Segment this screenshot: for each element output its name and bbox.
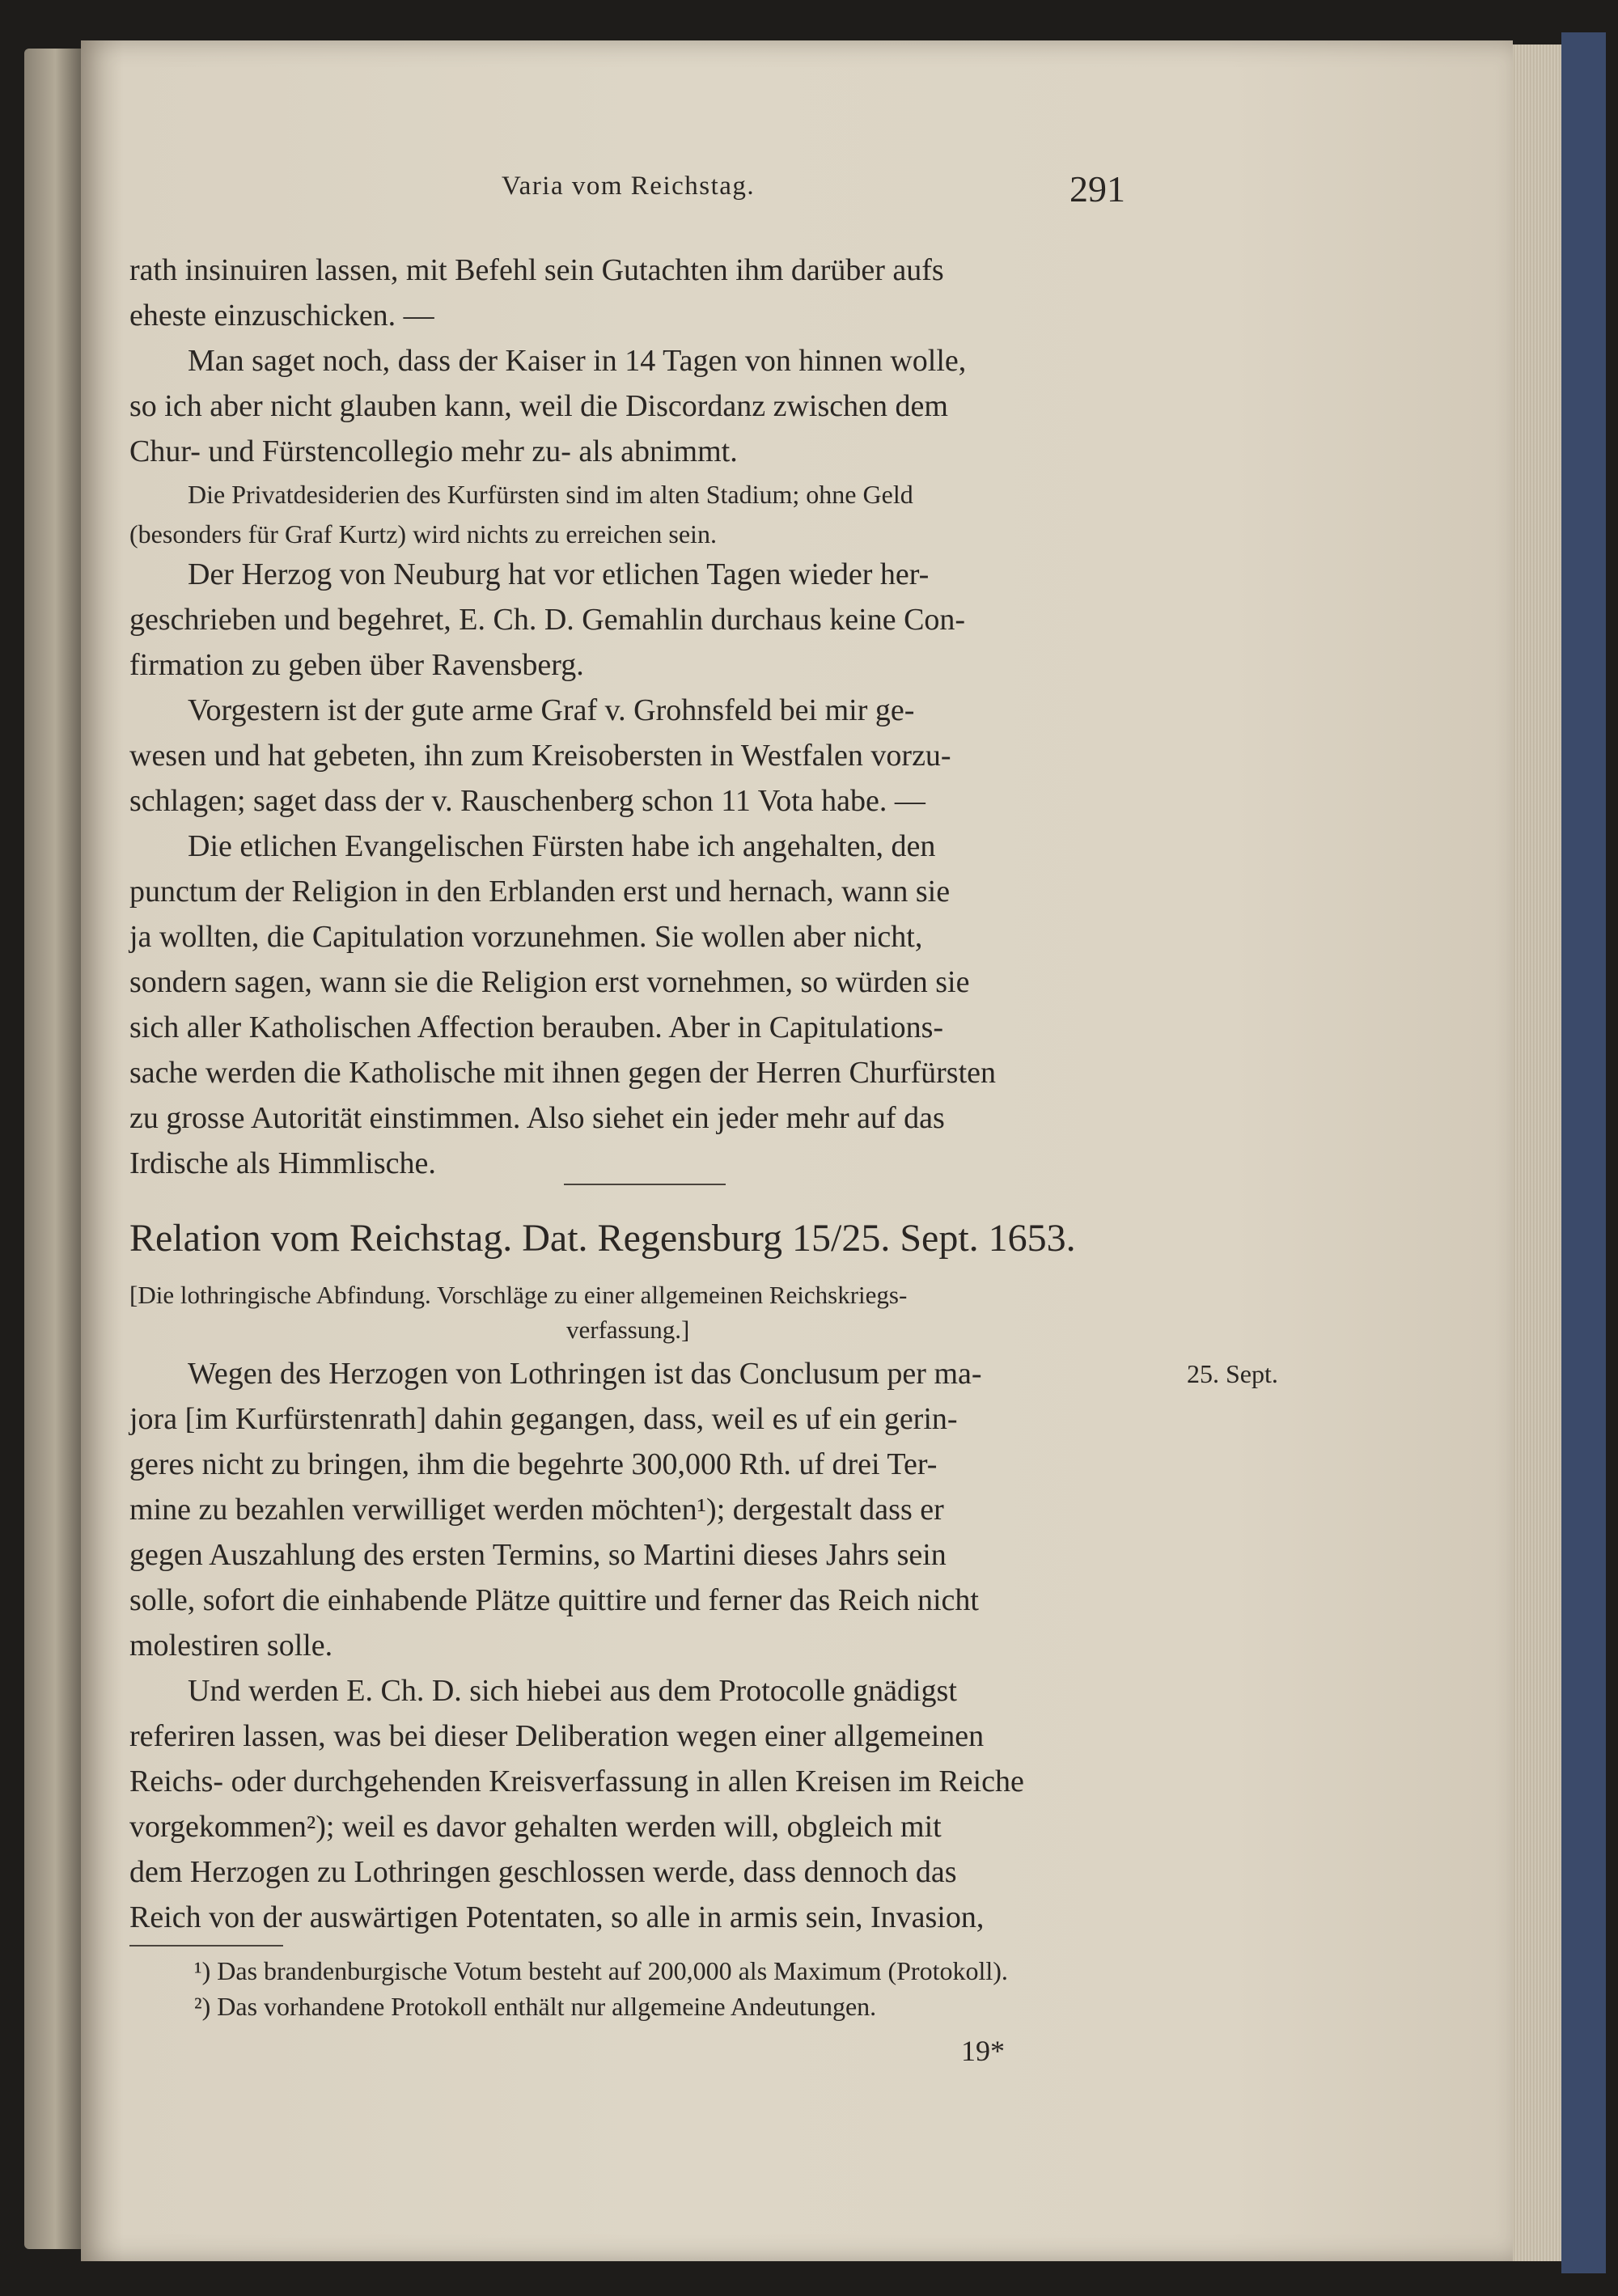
section-divider <box>564 1184 726 1185</box>
body-line: sondern sagen, wann sie die Religion erst vornehmen, so würden sie <box>129 965 970 999</box>
footnote-rule <box>129 1945 283 1947</box>
margin-date-note: 25. Sept. <box>1187 1359 1278 1388</box>
body-line: Wegen des Herzogen von Lothringen ist das Conclusum per ma- <box>188 1357 982 1391</box>
body-line: so ich aber nicht glauben kann, weil die Discordanz zwischen dem <box>129 389 948 423</box>
footnote: ¹) Das brandenburgische Votum besteht auf 200,000 als Maximum (Protokoll). <box>194 1956 1008 1985</box>
body-line: solle, sofort die einhabende Plätze quittire und ferner das Reich nicht <box>129 1583 979 1617</box>
summary-line: Die Privatdesiderien des Kurfürsten sind im alten Stadium; ohne Geld <box>188 480 913 509</box>
body-line: schlagen; saget dass der v. Rauschenberg schon 11 Vota habe. — <box>129 784 925 818</box>
body-line: dem Herzogen zu Lothringen geschlossen werde, dass dennoch das <box>129 1855 957 1889</box>
body-line: zu grosse Autorität einstimmen. Also siehet ein jeder mehr auf das <box>129 1101 945 1135</box>
body-line: jora [im Kurfürstenrath] dahin gegangen, dass, weil es uf ein gerin- <box>129 1402 958 1436</box>
book-cover <box>1561 32 1606 2273</box>
body-line: vorgekommen²); weil es davor gehalten werden will, obgleich mit <box>129 1810 942 1844</box>
body-line: wesen und hat gebeten, ihn zum Kreisobersten in Westfalen vorzu- <box>129 739 951 773</box>
page-number: 291 <box>1069 168 1125 210</box>
footnote: ²) Das vorhandene Protokoll enthält nur allgemeine Andeutungen. <box>194 1992 877 2021</box>
book-page-edges <box>1513 44 1561 2261</box>
body-line: Man saget noch, dass der Kaiser in 14 Tagen von hinnen wolle, <box>188 344 967 378</box>
body-line: eheste einzuschicken. — <box>129 299 434 333</box>
body-line: Reichs- oder durchgehenden Kreisverfassung in allen Kreisen im Reiche <box>129 1764 1024 1798</box>
body-line: referiren lassen, was bei dieser Deliberation wegen einer allgemeinen <box>129 1719 985 1753</box>
left-page-edge <box>24 49 81 2249</box>
body-line: molestiren solle. <box>129 1629 333 1663</box>
body-line: gegen Auszahlung des ersten Termins, so Martini dieses Jahrs sein <box>129 1538 947 1572</box>
body-line: punctum der Religion in den Erblanden erst und hernach, wann sie <box>129 875 951 909</box>
summary-line: (besonders für Graf Kurtz) wird nichts zu erreichen sein. <box>129 519 717 549</box>
body-line: Und werden E. Ch. D. sich hiebei aus dem Protocolle gnädigst <box>188 1674 957 1708</box>
body-line: Die etlichen Evangelischen Fürsten habe ich angehalten, den <box>188 829 936 863</box>
body-line: Der Herzog von Neuburg hat vor etlichen Tagen wieder her- <box>188 557 930 591</box>
body-line: sich aller Katholischen Affection berauben. Aber in Capitulations- <box>129 1010 944 1044</box>
body-line: geschrieben und begehret, E. Ch. D. Gemahlin durchaus keine Con- <box>129 603 966 637</box>
body-line: geres nicht zu bringen, ihm die begehrte 300,000 Rth. uf drei Ter- <box>129 1447 938 1481</box>
signature-mark: 19* <box>961 2035 1005 2067</box>
body-line: rath insinuiren lassen, mit Befehl sein Gutachten ihm darüber aufs <box>129 253 944 287</box>
running-title: Varia vom Reichstag. <box>502 172 756 201</box>
body-line: Chur- und Fürstencollegio mehr zu- als abnimmt. <box>129 434 738 468</box>
body-line: sache werden die Katholische mit ihnen gegen der Herren Churfürsten <box>129 1056 996 1090</box>
section-heading: Relation vom Reichstag. Dat. Regensburg 15/25. Sept. 1653. <box>129 1217 1076 1260</box>
section-subheading: [Die lothringische Abfindung. Vorschläge zu einer allgemeinen Reichskriegs- <box>129 1281 908 1309</box>
body-line: Vorgestern ist der gute arme Graf v. Grohnsfeld bei mir ge- <box>188 693 915 727</box>
section-subheading: verfassung.] <box>566 1315 690 1344</box>
body-line: ja wollten, die Capitulation vorzunehmen. Sie wollen aber nicht, <box>129 920 923 954</box>
body-line: firmation zu geben über Ravensberg. <box>129 648 584 682</box>
body-line: Reich von der auswärtigen Potentaten, so alle in armis sein, Invasion, <box>129 1900 985 1934</box>
body-line: mine zu bezahlen verwilliget werden möchten¹); dergestalt dass er <box>129 1493 944 1527</box>
body-line: Irdische als Himmlische. <box>129 1146 436 1180</box>
